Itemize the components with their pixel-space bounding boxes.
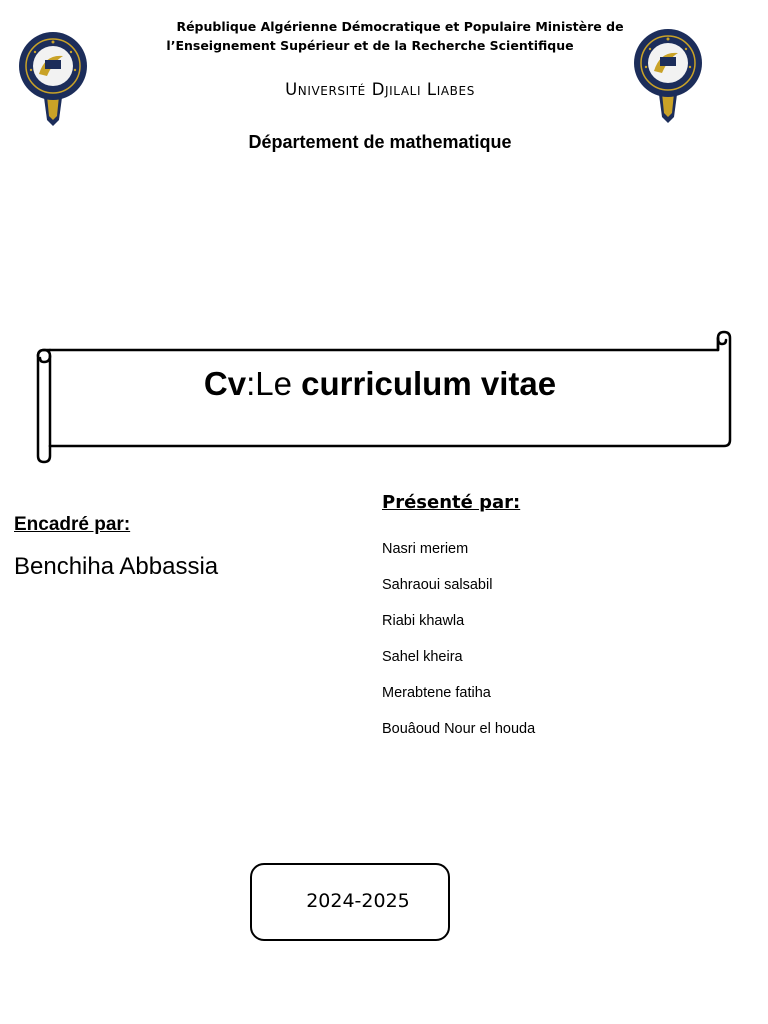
- ministry-header-line-1: République Algérienne Démocratique et Populaire Ministère de: [176, 19, 624, 34]
- list-item: Nasri meriem: [382, 541, 469, 557]
- supervisor-label: Encadré par:: [14, 514, 131, 535]
- ministry-header-line-2: l’Enseignement Supérieur et de la Recherche Scientifique: [166, 38, 574, 53]
- university-name: Université Djilali Liabes: [285, 80, 475, 99]
- title-abbreviation: Cv: [203, 365, 247, 402]
- presenters-list: [382, 540, 535, 756]
- list-item: Bouâoud Nour el houda: [382, 721, 536, 737]
- university-seal-icon: [632, 27, 704, 123]
- list-item: Merabtene fatiha: [382, 685, 491, 701]
- academic-year: 2024-2025: [306, 890, 410, 912]
- department-name: Département de mathematique: [248, 132, 512, 152]
- list-item: Sahel kheira: [382, 649, 463, 665]
- title-article: :Le: [246, 365, 302, 402]
- supervisor-name: Benchiha Abbassia: [14, 553, 219, 580]
- list-item: Sahraoui salsabil: [382, 577, 493, 593]
- presenters-label: Présenté par:: [382, 492, 521, 513]
- document-title: [40, 364, 720, 404]
- list-item: Riabi khawla: [382, 613, 465, 629]
- university-seal-icon: [17, 30, 89, 126]
- title-main: curriculum vitae: [301, 365, 557, 402]
